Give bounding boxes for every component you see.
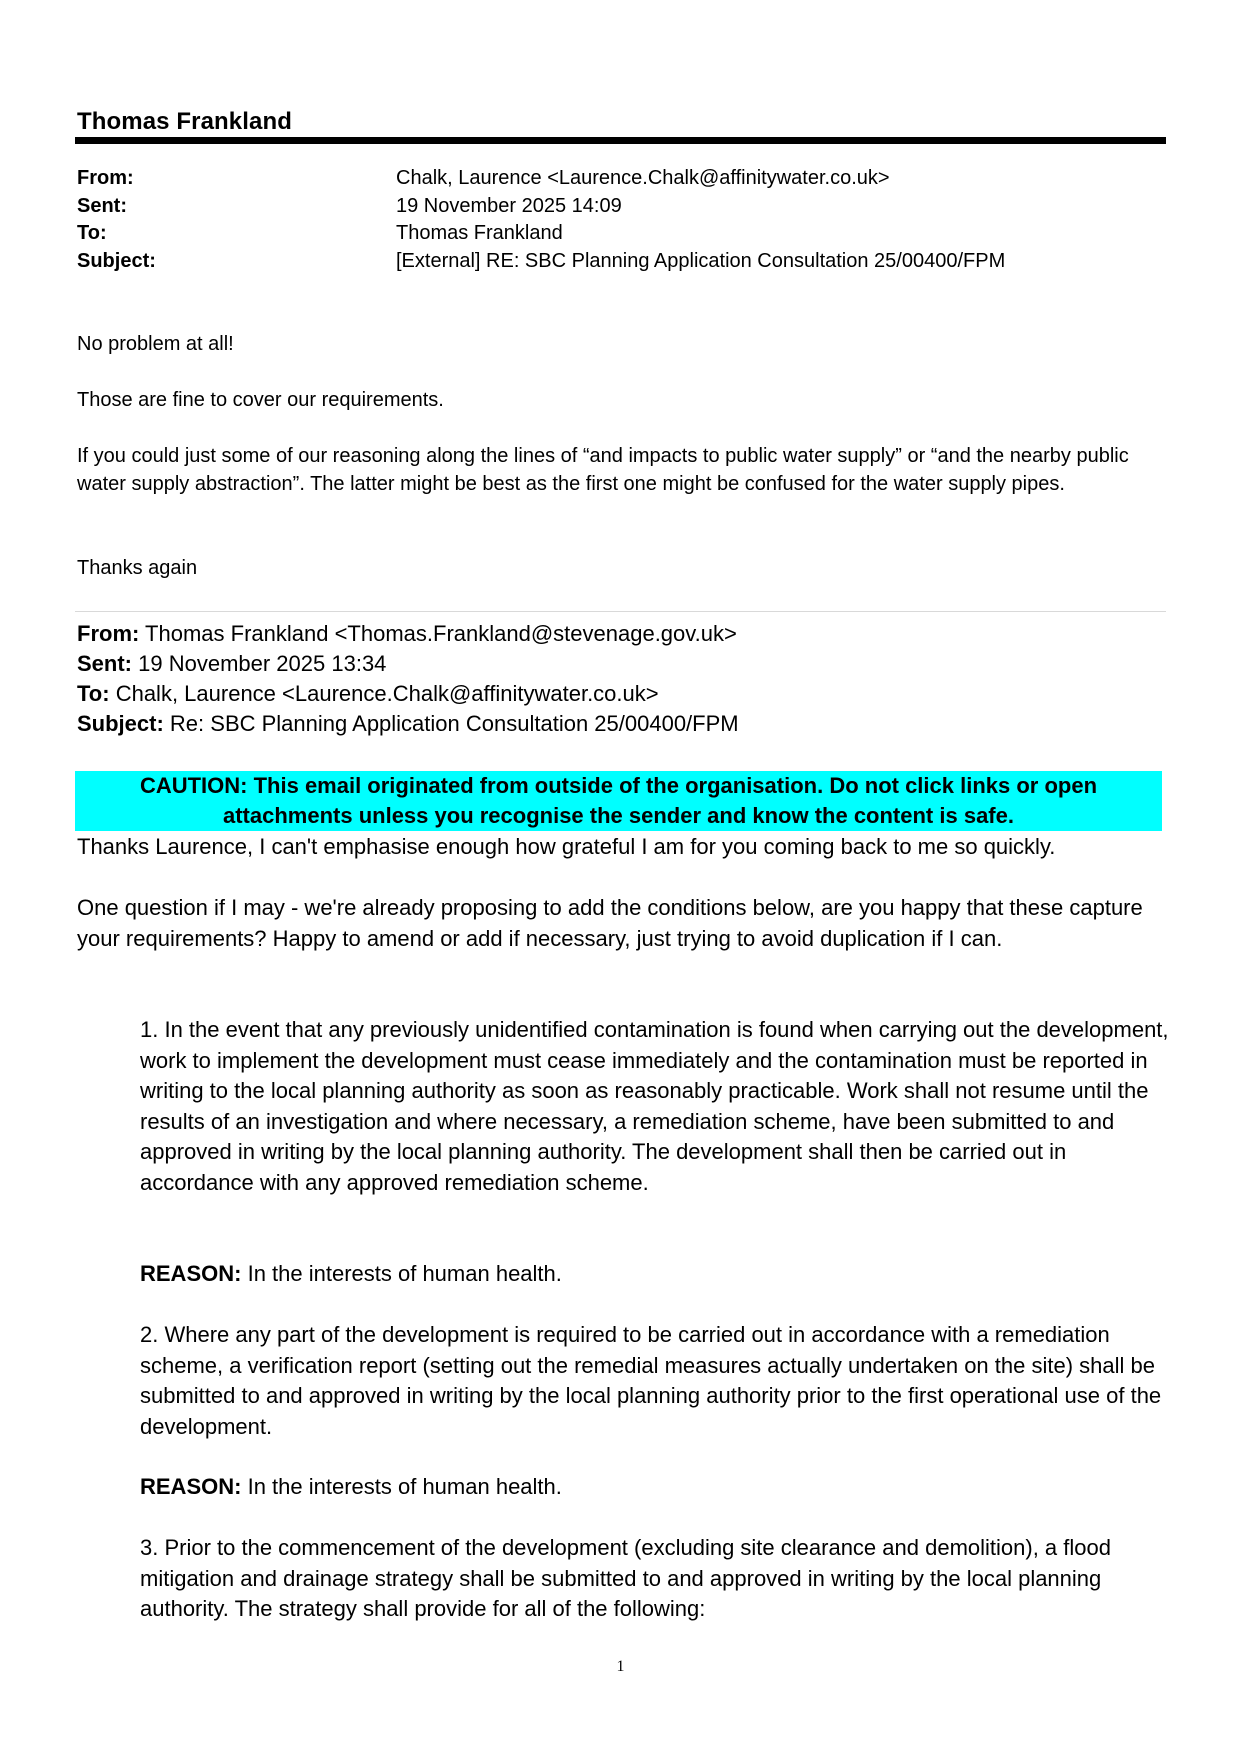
body-paragraph: No problem at all! (77, 333, 234, 355)
condition-3: 3. Prior to the commencement of the development (excluding site clearance and demolition), a flood mitigation and drainage strategy shall be submitted to and approved in writing by the local planning authority. The strategy shall provide for all of the following: (140, 1535, 1111, 1621)
quoted-to-value[interactable]: Chalk, Laurence <Laurence.Chalk@affinitywater.co.uk> (115, 681, 659, 706)
external-caution-banner: CAUTION: This email originated from outside of the organisation. Do not click links or open attachments unless you recognise the sender and know the content is safe. (75, 771, 1162, 831)
quoted-sent-label: Sent: (77, 651, 132, 676)
condition-1-reason (140, 1259, 1170, 1290)
condition-2: 2. Where any part of the development is required to be carried out in accordance with a remediation scheme, a verification report (setting out the remedial measures actually undertaken on the site) shall be submitted to and approved in writing by the local planning authority prior to the first operational use of the development. (140, 1322, 1162, 1439)
quoted-to-line (77, 679, 659, 709)
quoted-subject-line (77, 709, 739, 739)
quote-separator (75, 611, 1166, 612)
quoted-sent-line (77, 649, 386, 679)
quoted-subject-label: Subject: (77, 711, 164, 736)
to-label: To: (77, 222, 107, 244)
body-paragraph: Those are fine to cover our requirements. (77, 389, 444, 411)
quoted-from-label: From: (77, 621, 140, 646)
quoted-to-label: To: (77, 681, 110, 706)
page-number: 1 (616, 1658, 625, 1675)
condition-1: 1. In the event that any previously unidentified contamination is found when carrying out the development, work to implement the development must cease immediately and the contamination must be reported in writing to the local planning authority as soon as reasonably practicable. Work shall not resume until the results of an investigation and where necessary, a remediation scheme, have been submitted to and approved in writing by the local planning authority. The development shall then be carried out in accordance with any approved remediation scheme. (140, 1017, 1169, 1195)
mailbox-owner-name: Thomas Frankland (77, 108, 292, 135)
reason-text: In the interests of human health. (247, 1261, 562, 1286)
reason-label: REASON: (140, 1261, 242, 1286)
quoted-body-paragraph: One question if I may - we're already proposing to add the conditions below, are you happy that these capture your requirements? Happy to amend or add if necessary, just trying to avoid duplication if I can. (77, 895, 1143, 951)
body-paragraph: Thanks again (77, 557, 198, 579)
to-value[interactable]: Thomas Frankland (396, 222, 563, 244)
subject-value: [External] RE: SBC Planning Application Consultation 25/00400/FPM (396, 250, 1006, 272)
subject-label: Subject: (77, 250, 156, 272)
reason-text: In the interests of human health. (247, 1474, 562, 1499)
condition-2-reason (140, 1472, 1170, 1503)
quoted-body-paragraph: Thanks Laurence, I can't emphasise enough how grateful I am for you coming back to me so quickly. (77, 834, 1056, 859)
quoted-from-value[interactable]: Thomas Frankland <Thomas.Frankland@stevenage.gov.uk> (145, 621, 737, 646)
quoted-from-line (77, 619, 737, 649)
body-paragraph: If you could just some of our reasoning along the lines of “and impacts to public water supply” or “and the nearby public water supply abstraction”. The latter might be best as the first one might be confused for the water supply pipes. (77, 445, 1129, 495)
quoted-sent-value: 19 November 2025 13:34 (138, 651, 387, 676)
header-rule (75, 137, 1166, 144)
sent-value: 19 November 2025 14:09 (396, 195, 622, 217)
from-value[interactable]: Chalk, Laurence <Laurence.Chalk@affinitywater.co.uk> (396, 167, 890, 189)
sent-label: Sent: (77, 195, 127, 217)
quoted-subject-value: Re: SBC Planning Application Consultation 25/00400/FPM (169, 711, 739, 736)
from-label: From: (77, 167, 134, 189)
reason-label: REASON: (140, 1474, 242, 1499)
